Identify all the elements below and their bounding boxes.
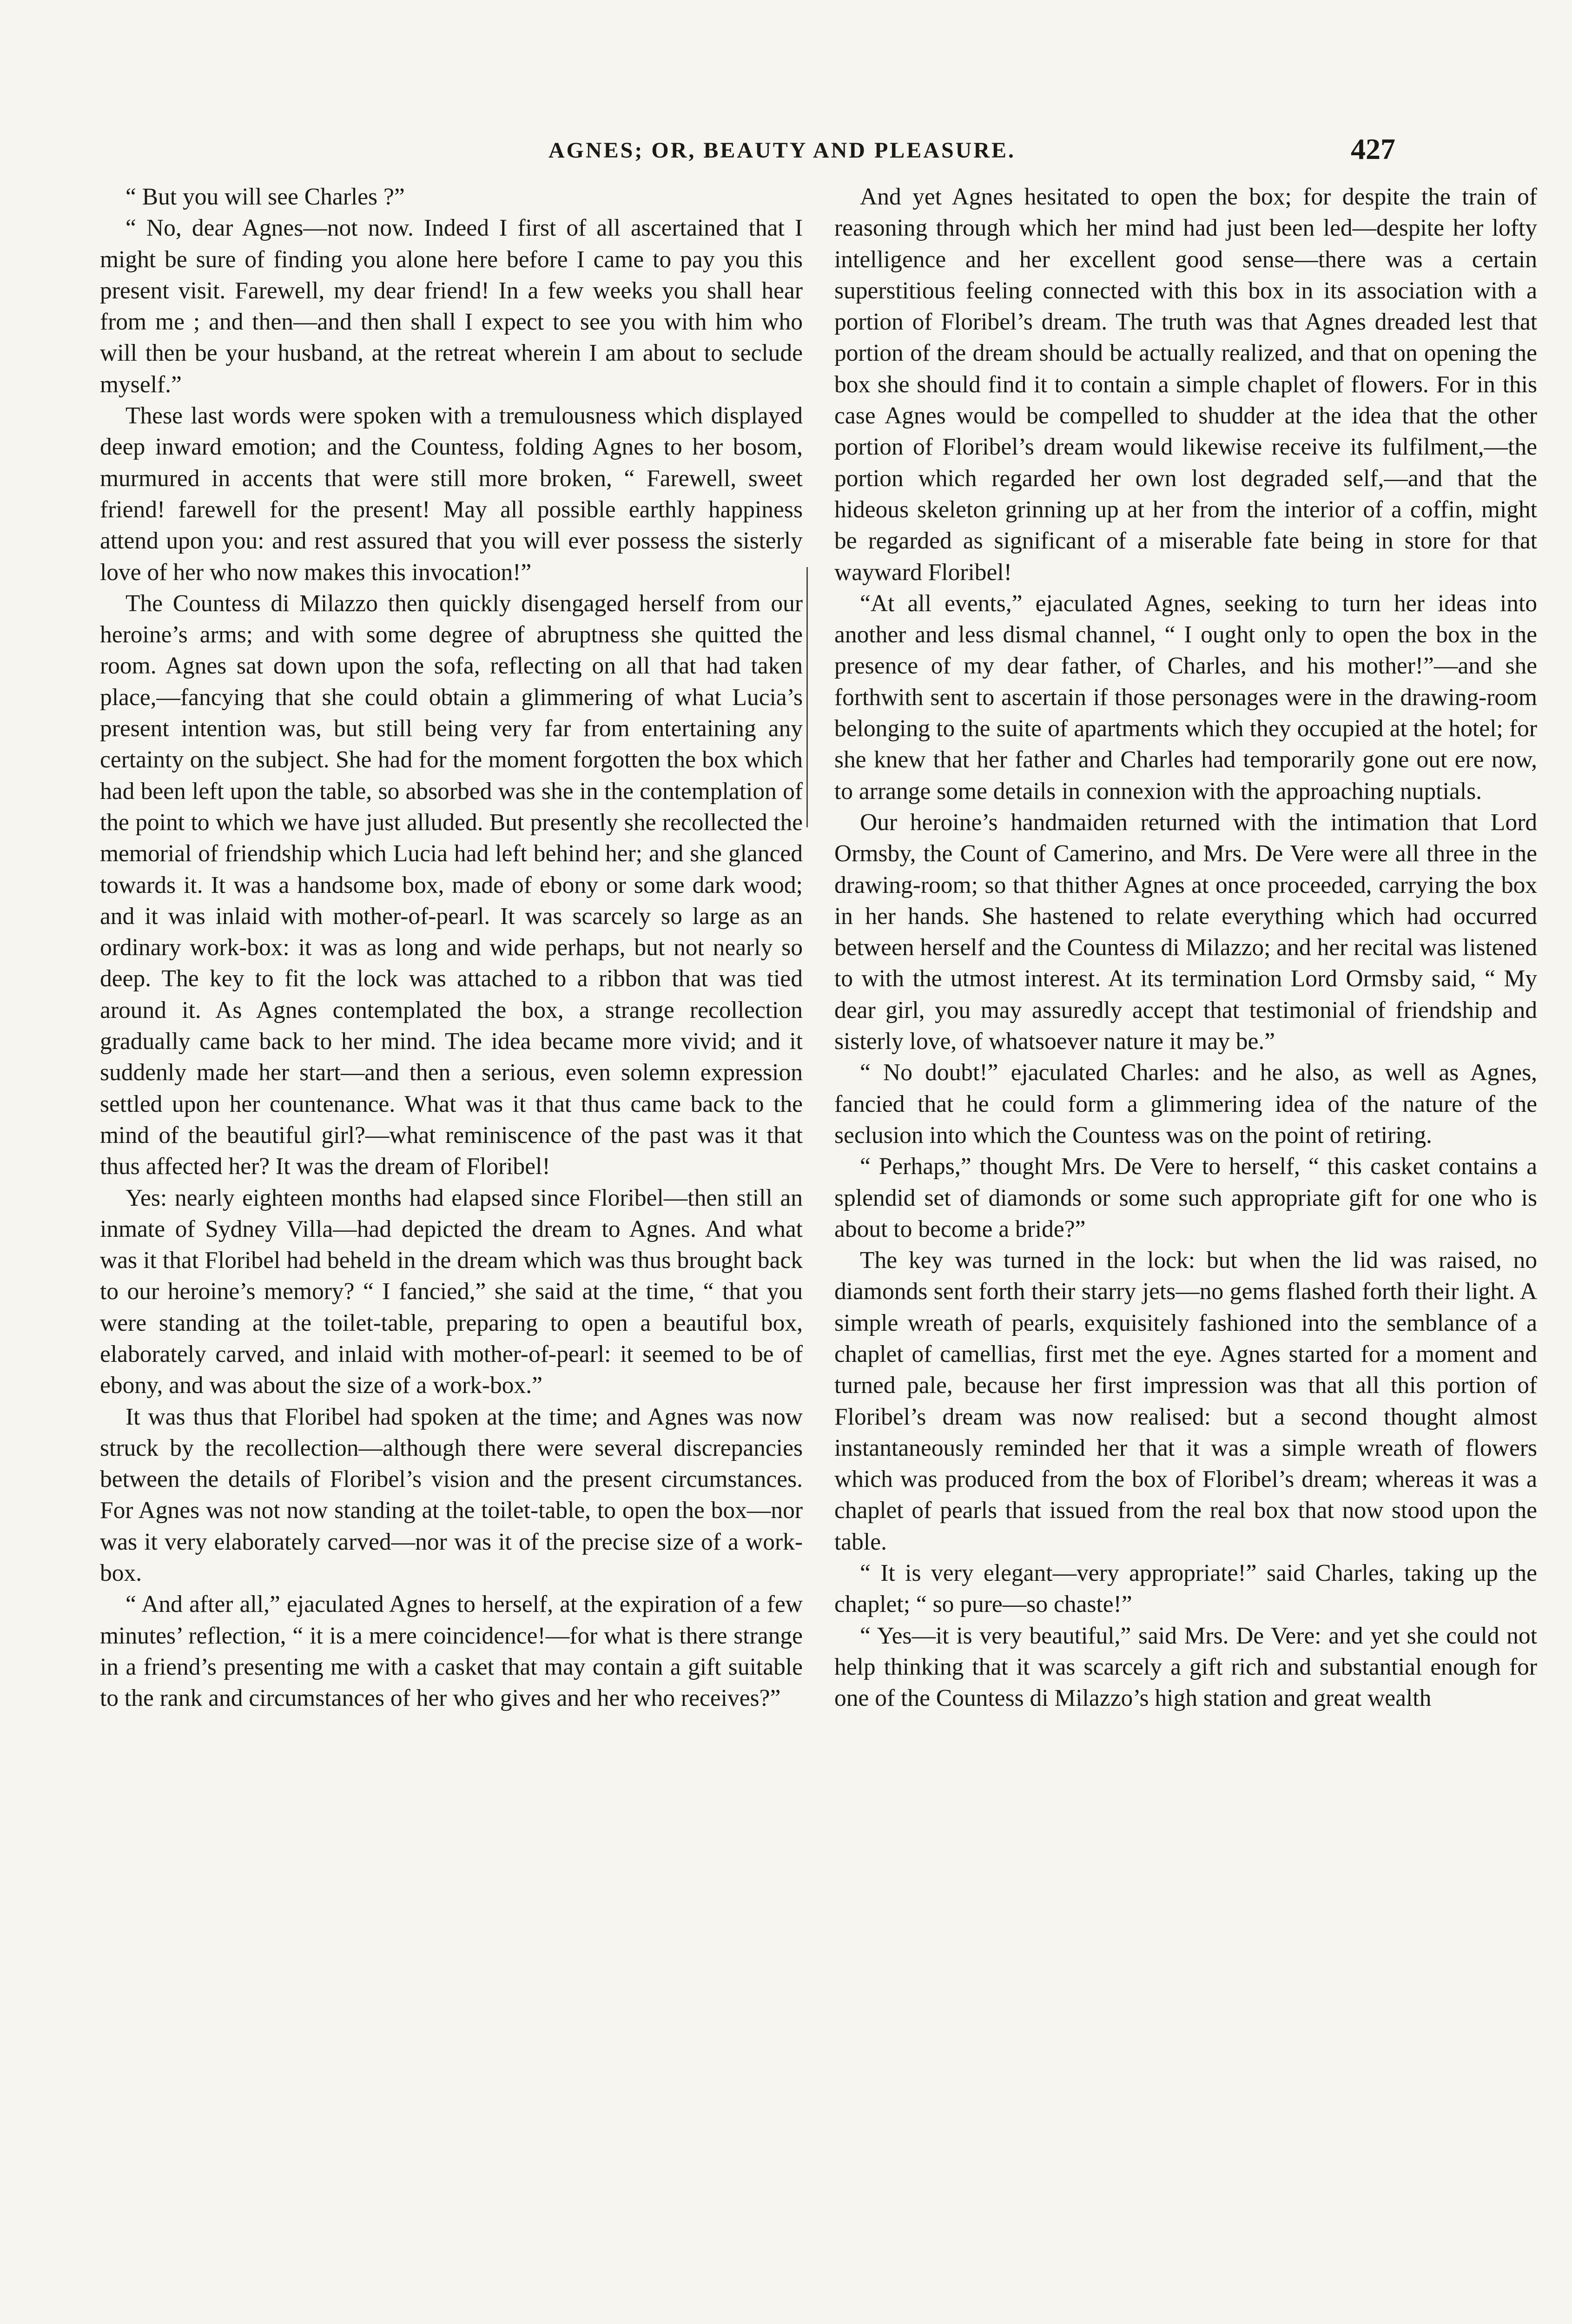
paragraph: “ Perhaps,” thought Mrs. De Vere to herself, “ this casket contains a splendid set of diamonds or some such appropriate gift for one who is about to become a bride?” — [834, 1153, 1537, 1242]
left-column — [100, 181, 803, 2324]
paragraph: “ Yes—it is very beautiful,” said Mrs. De Vere: and yet she could not help thinking that it was scarcely a gift rich and substantial enough for one of the Countess di Milazzo’s high station and great wealth — [834, 1622, 1537, 1712]
paragraph: “At all events,” ejaculated Agnes, seeking to turn her ideas into another and less dismal channel, “ I ought only to open the box in the presence of my dear father, of Charles, and his mother!”—and she forthwith sent to ascertain if those personages were in the drawing-room belonging to the suite of apartments which they occupied at the hotel; for she knew that her father and Charles had temporarily gone out ere now, to arrange some details in connexion with the approaching nuptials. — [834, 590, 1537, 805]
paragraph: “ But you will see Charles ?” — [125, 184, 405, 210]
running-title: AGNES; OR, BEAUTY AND PLEASURE. — [548, 138, 1016, 163]
page-number: 427 — [1351, 132, 1395, 165]
paragraph: The key was turned in the lock: but when the lid was raised, no diamonds sent forth their starry jets—no gems flashed forth their light. A simple wreath of pearls, exquisitely fashioned into the semblance of a chaplet of camellias, first met the eye. Agnes started for a moment and turned pale, because her first impression was that all this portion of Floribel’s dream was now realised: but a second thought almost instantaneously reminded her that it was a simple wreath of flowers which was produced from the box of Floribel’s dream; whereas it was a chaplet of pearls that issued from the real box that now stood upon the table. — [834, 1247, 1537, 1555]
paragraph: The Countess di Milazzo then quickly disengaged herself from our heroine’s arms; and with some degree of abruptness she quitted the room. Agnes sat down upon the sofa, reflecting on all that had taken place,—fancying that she could obtain a glimmering of what Lucia’s present intention was, but still being very far from entertaining any certainty on the subject. She had for the moment forgotten the box which had been left upon the table, so absorbed was she in the contemplation of the point to which we have just alluded. But presently she recollected the memorial of friendship which Lucia had left behind her; and she glanced towards it. It was a handsome box, made of ebony or some dark wood; and it was inlaid with mother-of-pearl. It was scarcely so large as an ordinary work-box: it was as long and wide perhaps, but not nearly so deep. The key to fit the lock was attached to a ribbon that was tied around it. As Agnes contemplated the box, a strange recollection gradually came back to her mind. The idea became more vivid; and it suddenly made her start—and then a serious, even solemn expression settled upon her countenance. What was it that thus came back to the mind of the beautiful girl?—what reminiscence of the past was it that thus affected her? It was the dream of Floribel! — [100, 590, 803, 1180]
paragraph: “ And after all,” ejaculated Agnes to herself, at the expiration of a few minutes’ reflection, “ it is a mere coincidence!—for what is there strange in a friend’s presenting me with a casket that may contain a gift suitable to the rank and circumstances of her who gives and her who receives?” — [100, 1591, 803, 1712]
paragraph: These last words were spoken with a tremulousness which displayed deep inward emotion; and the Countess, folding Agnes to her bosom, murmured in accents that were still more broken, “ Farewell, sweet friend! farewell for the present! May all possible earthly happiness attend upon you: and rest assured that you will ever possess the sisterly love of her who now makes this invocation!” — [100, 403, 803, 586]
paragraph: “ No doubt!” ejaculated Charles: and he also, as well as Agnes, fancied that he could form a glimmering idea of the nature of the seclusion into which the Countess was on the point of retiring. — [834, 1059, 1537, 1149]
paragraph: And yet Agnes hesitated to open the box; for despite the train of reasoning through which her mind had just been led—despite her lofty intelligence and her excellent good sense—there was a certain superstitious feeling connected with this box in its association with a portion of Floribel’s dream. The truth was that Agnes dreaded lest that portion of the dream should be actually realized, and that on opening the box she should find it to contain a simple chaplet of flowers. For in this case Agnes would be compelled to shudder at the idea that the other portion of Floribel’s dream would likewise receive its fulfilment,—the portion which regarded her own lost degraded self,—and that the hideous skeleton grinning up at her from the interior of a coffin, might be regarded as significant of a miserable fate being in store for that wayward Floribel! — [834, 184, 1537, 586]
right-column — [834, 181, 1537, 2324]
page-header — [0, 132, 1572, 175]
paragraph: “ No, dear Agnes—not now. Indeed I first of all ascertained that I might be sure of finding you alone here before I came to pay you this present visit. Farewell, my dear friend! In a few weeks you shall hear from me ; and then—and then shall I expect to see you with him who will then be your husband, at the retreat wherein I am about to seclude myself.” — [100, 215, 803, 398]
paragraph: It was thus that Floribel had spoken at the time; and Agnes was now struck by the recollection—although there were several discrepancies between the details of Floribel’s vision and the present circumstances. For Agnes was not now standing at the toilet-table, to open the box—nor was it very elaborately carved—nor was it of the precise size of a work-box. — [100, 1403, 803, 1587]
paragraph: “ It is very elegant—very appropriate!” said Charles, taking up the chaplet; “ so pure—so chaste!” — [834, 1560, 1537, 1618]
paragraph: Yes: nearly eighteen months had elapsed since Floribel—then still an inmate of Sydney Villa—had depicted the dream to Agnes. And what was it that Floribel had beheld in the dream which was thus brought back to our heroine’s memory? “ I fancied,” she said at the time, “ that you were standing at the toilet-table, preparing to open a beautiful box, elaborately carved, and inlaid with mother-of-pearl: it seemed to be of ebony, and was about the size of a work-box.” — [100, 1184, 803, 1399]
column-divider — [806, 567, 808, 827]
paragraph: Our heroine’s handmaiden returned with the intimation that Lord Ormsby, the Count of Camerino, and Mrs. De Vere were all three in the drawing-room; so that thither Agnes at once proceeded, carrying the box in her hands. She hastened to relate everything which had occurred between herself and the Countess di Milazzo; and her recital was listened to with the utmost interest. At its termination Lord Ormsby said, “ My dear girl, you may assuredly accept that testimonial of friendship and sisterly love, of whatsoever nature it may be.” — [834, 809, 1537, 1055]
